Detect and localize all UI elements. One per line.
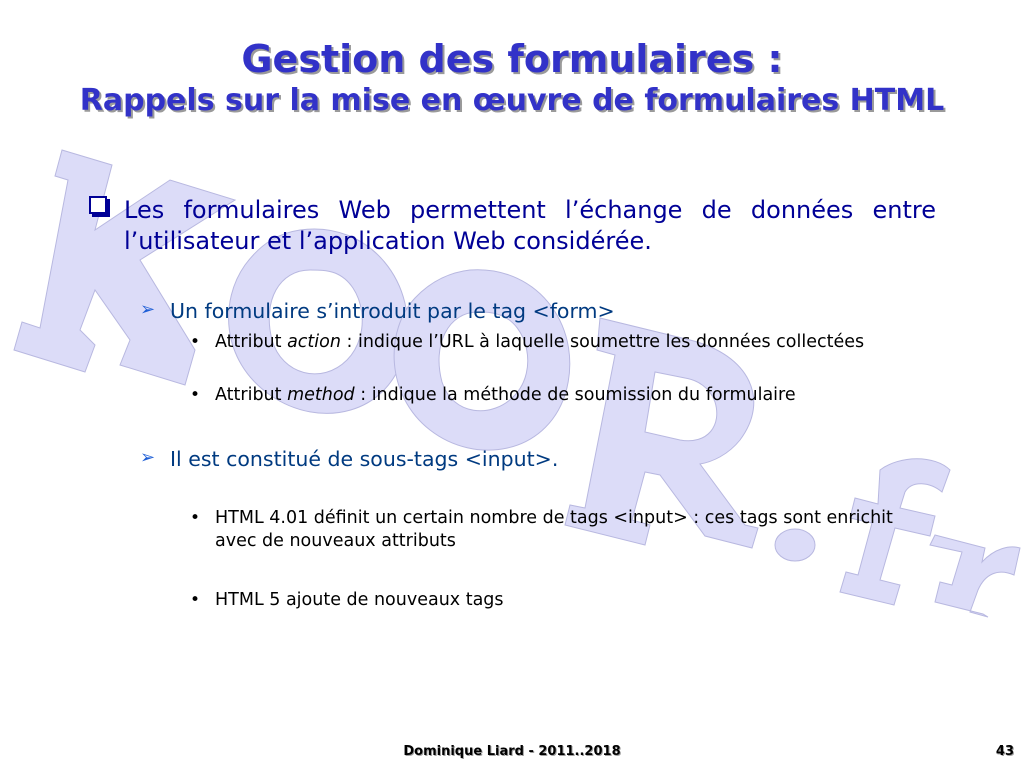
method-label: Attribut <box>215 385 288 405</box>
method-text: : indique la méthode de soumission du formulaire <box>354 385 796 405</box>
bullet-main: Les formulaires Web permettent l’échange de données entre l’utilisateur et l’application Web considérée. <box>124 196 936 255</box>
bullet-html401: HTML 4.01 définit un certain nombre de tags <input> : ces tags sont enrichit avec de nouveaux attributs <box>215 508 893 551</box>
checkbox-bullet-icon <box>89 196 107 214</box>
arrow-bullet-icon: ➢ <box>140 447 156 468</box>
footer-author: Dominique Liard - 2011..2018 <box>403 744 621 759</box>
bullet-method <box>215 384 915 407</box>
dot-bullet-icon: • <box>190 590 201 610</box>
method-term: method <box>287 385 355 405</box>
arrow-bullet-icon: ➢ <box>140 299 156 320</box>
page-number: 43 <box>995 744 1014 759</box>
slide-title: Gestion des formulaires : <box>241 37 783 81</box>
slide-subtitle: Rappels sur la mise en œuvre de formulaires HTML <box>79 83 945 118</box>
bullet-form-intro: Un formulaire s’introduit par le tag <form> <box>170 299 615 323</box>
action-label: Attribut <box>215 332 288 352</box>
dot-bullet-icon: • <box>190 332 201 352</box>
bullet-action <box>215 331 875 354</box>
action-term: action <box>287 332 341 352</box>
dot-bullet-icon: • <box>190 385 201 405</box>
bullet-html5: HTML 5 ajoute de nouveaux tags <box>215 590 504 610</box>
bullet-inputs-intro: Il est constitué de sous-tags <input>. <box>170 447 559 471</box>
action-text: : indique l’URL à laquelle soumettre les données collectées <box>340 332 865 352</box>
dot-bullet-icon: • <box>190 508 201 528</box>
